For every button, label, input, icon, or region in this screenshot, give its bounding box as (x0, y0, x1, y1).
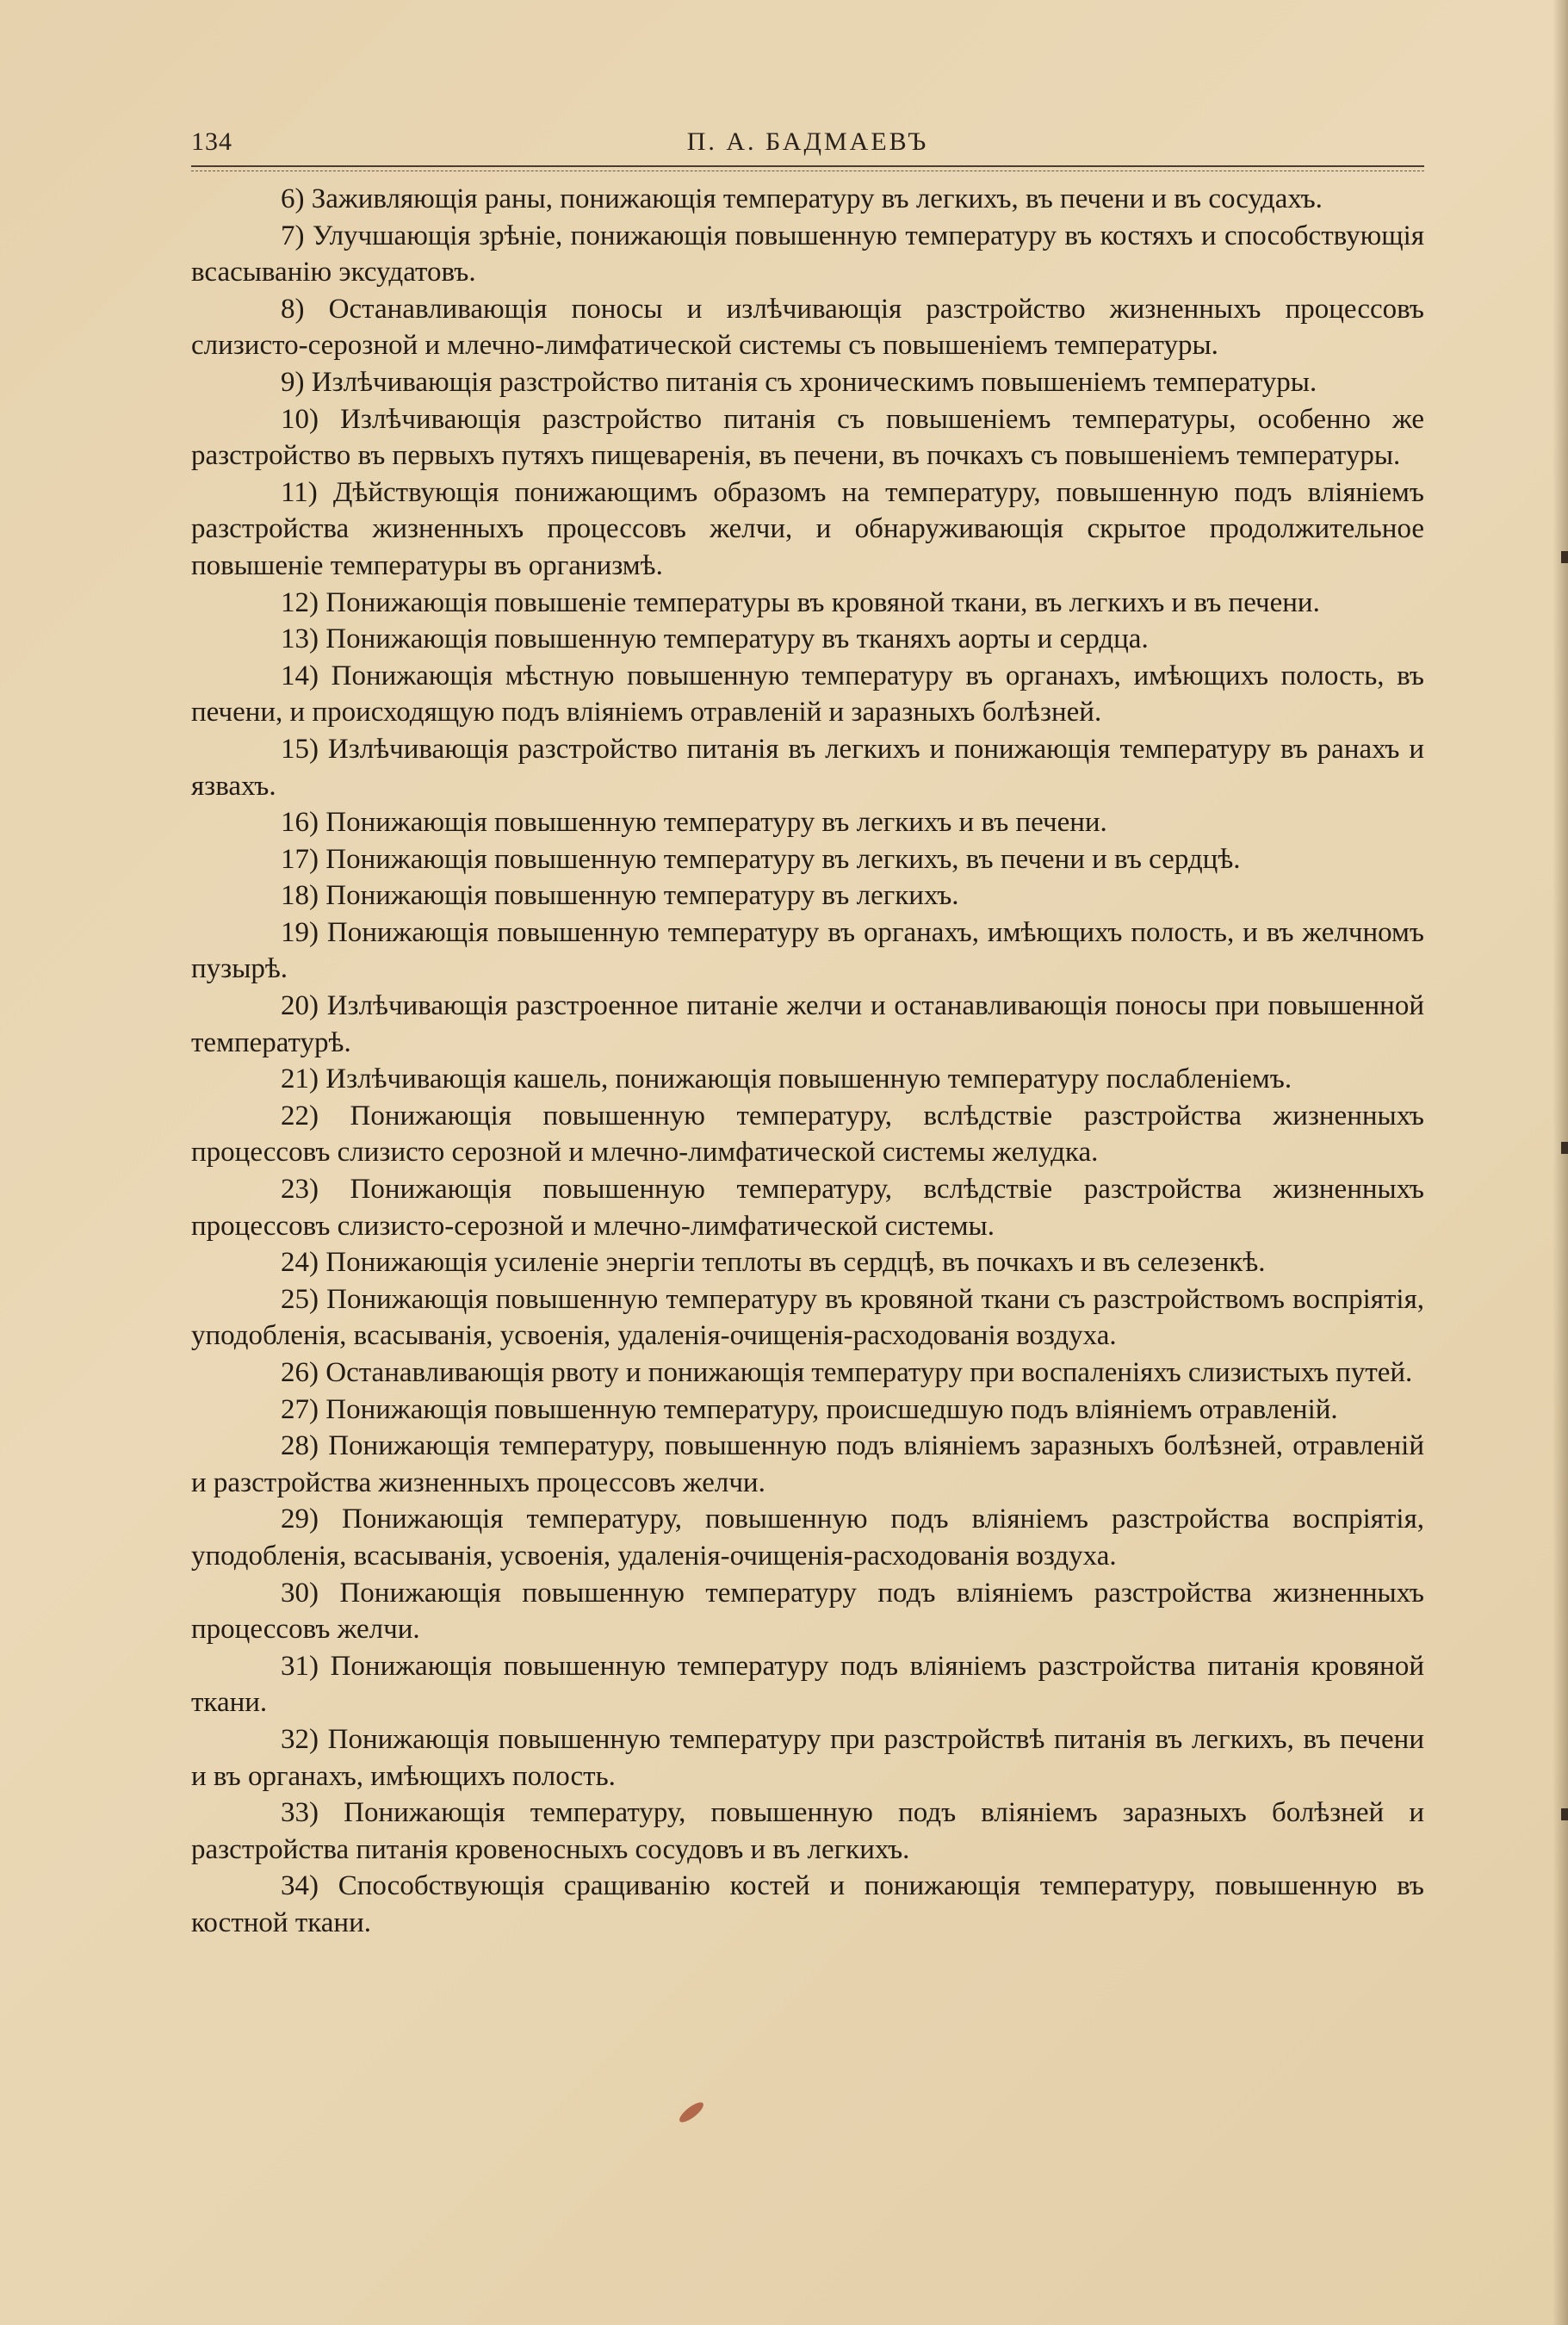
list-item-11: 11) Дѣйствующія понижающимъ образомъ на температуру, повышенную подъ вліяніемъ разстройства жизненныхъ процессовъ желчи, и обнаруживающія скрытое продолжительное повышеніе температуры въ организмѣ. (191, 476, 1424, 581)
list-item-30: 30) Понижающія повышенную температуру подъ вліяніемъ разстройства жизненныхъ процессовъ желчи. (191, 1577, 1424, 1646)
list-item-20: 20) Излѣчивающія разстроенное питаніе желчи и останавливающія поносы при повышенной температурѣ. (191, 990, 1424, 1058)
running-head: П. А. БАДМАЕВЪ (686, 127, 929, 156)
list-item-6: 6) Заживляющія раны, понижающія температуру въ легкихъ, въ печени и въ сосудахъ. (281, 183, 1323, 214)
list-item-34: 34) Способствующія сращиванію костей и понижающія температуру, повышенную въ костной ткани. (191, 1870, 1424, 1938)
list-item-15: 15) Излѣчивающія разстройство питанія въ легкихъ и понижающія температуру въ ранахъ и язвахъ. (191, 733, 1424, 802)
list-item-31: 31) Понижающія повышенную температуру подъ вліяніемъ разстройства питанія кровяной ткани. (191, 1650, 1424, 1719)
margin-mark (1561, 551, 1568, 563)
list-item-18: 18) Понижающія повышенную температуру въ легкихъ. (281, 880, 959, 912)
list-item-7: 7) Улучшающія зрѣніе, понижающія повышенную температуру въ костяхъ и способствующія всасыванію эксудатовъ. (191, 220, 1424, 288)
ink-blot (677, 2099, 706, 2125)
list-item-8: 8) Останавливающія поносы и излѣчивающія разстройство жизненныхъ процессовъ слизисто-серозной и млечно-лимфатической системы съ повышеніемъ температуры. (191, 293, 1424, 362)
list-item-17: 17) Понижающія повышенную температуру въ легкихъ, въ печени и въ сердцѣ. (281, 843, 1241, 875)
list-item-27: 27) Понижающія повышенную температуру, происшедшую подъ вліяніемъ отравленій. (281, 1393, 1338, 1425)
list-item-28: 28) Понижающія температуру, повышенную подъ вліяніемъ заразныхъ болѣзней, отравленій и разстройства жизненныхъ процессовъ желчи. (191, 1430, 1424, 1498)
list-item-23: 23) Понижающія повышенную температуру, вслѣдствіе разстройства жизненныхъ процессовъ слизисто-серозной и млечно-лимфатической системы. (191, 1174, 1424, 1242)
margin-mark (1561, 1808, 1568, 1820)
list-item-32: 32) Понижающія повышенную температуру при разстройствѣ питанія въ легкихъ, въ печени и въ органахъ, имѣющихъ полость. (191, 1723, 1424, 1792)
header-rule (191, 165, 1424, 171)
list-item-12: 12) Понижающія повышеніе температуры въ кровяной ткани, въ легкихъ и въ печени. (281, 586, 1320, 618)
list-item-25: 25) Понижающія повышенную температуру въ кровяной ткани съ разстройствомъ воспріятія, уподобленія, всасыванія, усвоенія, удаленія-очищенія-расходованія воздуха. (191, 1283, 1424, 1352)
margin-mark (1561, 1142, 1568, 1154)
list-item-26: 26) Останавливающія рвоту и понижающія температуру при воспаленіяхъ слизистыхъ путей. (281, 1357, 1413, 1388)
list-item-14: 14) Понижающія мѣстную повышенную температуру въ органахъ, имѣющихъ полость, въ печени, и происходящую подъ вліяніемъ отравленій и заразныхъ болѣзней. (191, 660, 1424, 728)
list-item-21: 21) Излѣчивающія кашель, понижающія повышенную температуру послабленіемъ. (281, 1063, 1292, 1095)
body-text (191, 181, 1424, 1942)
list-item-24: 24) Понижающія усиленіе энергіи теплоты въ сердцѣ, въ почкахъ и въ селезенкѣ. (281, 1247, 1266, 1279)
page-header (191, 127, 1424, 167)
list-item-22: 22) Понижающія повышенную температуру, вслѣдствіе разстройства жизненныхъ процессовъ слизисто серозной и млечно-лимфатической системы желудка. (191, 1100, 1424, 1169)
list-item-19: 19) Понижающія повышенную температуру въ органахъ, имѣющихъ полость, и въ желчномъ пузырѣ. (191, 916, 1424, 985)
page-number: 134 (191, 127, 232, 156)
list-item-33: 33) Понижающія температуру, повышенную подъ вліяніемъ заразныхъ болѣзней и разстройства питанія кровеносныхъ сосудовъ и въ легкихъ. (191, 1797, 1424, 1865)
list-item-13: 13) Понижающія повышенную температуру въ тканяхъ аорты и сердца. (281, 623, 1149, 655)
list-item-29: 29) Понижающія температуру, повышенную подъ вліяніемъ разстройства воспріятія, уподобленія, всасыванія, усвоенія, удаленія-очищенія-расходованія воздуха. (191, 1504, 1424, 1572)
list-item-16: 16) Понижающія повышенную температуру въ легкихъ и въ печени. (281, 807, 1107, 839)
page-edge-shadow (1553, 0, 1568, 2325)
list-item-9: 9) Излѣчивающія разстройство питанія съ хроническимъ повышеніемъ температуры. (281, 366, 1317, 398)
list-item-10: 10) Излѣчивающія разстройство питанія съ повышеніемъ температуры, особенно же разстройство въ первыхъ путяхъ пищеваренія, въ печени, въ почкахъ съ повышеніемъ температуры. (191, 403, 1424, 472)
